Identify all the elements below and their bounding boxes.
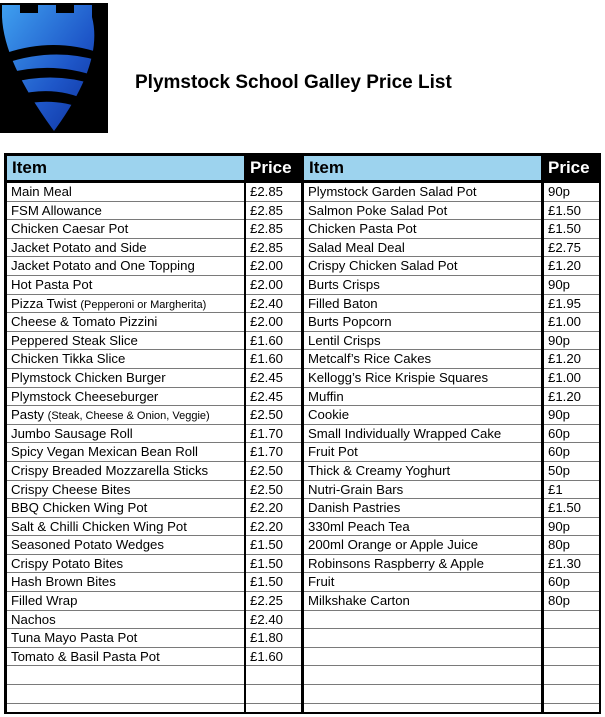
item-price: £1.70: [250, 425, 284, 441]
item-price: £2.85: [250, 221, 284, 237]
right-item-column: [304, 183, 541, 712]
item-name: Peppered Steak Slice: [11, 332, 138, 348]
item-name: FSM Allowance: [11, 202, 102, 218]
item-name: Salad Meal Deal: [308, 239, 405, 255]
item-price: £1.50: [548, 221, 582, 237]
item-price: 60p: [548, 574, 571, 590]
table-row-price: [246, 573, 301, 592]
table-row-price: [544, 369, 599, 388]
item-note: (Steak, Cheese & Onion, Veggie): [47, 410, 210, 423]
item-price: 80p: [548, 593, 571, 609]
header-item-right: Item: [304, 156, 541, 180]
table-row-price: [246, 276, 301, 295]
item-name: Small Individually Wrapped Cake: [308, 425, 502, 441]
item-price: £1.60: [250, 351, 284, 367]
table-row-price: [246, 183, 301, 202]
table-row-item: [304, 611, 541, 630]
table-row-item: [304, 685, 541, 704]
left-item-column: [7, 183, 244, 712]
table-row-price: [544, 648, 599, 667]
table-row-price: [246, 666, 301, 685]
table-row-price: [246, 592, 301, 611]
item-price: £2.45: [250, 388, 284, 404]
table-row-price: [544, 518, 599, 537]
table-row-item: [304, 555, 541, 574]
item-price: £1.60: [250, 648, 284, 664]
item-price: £1.50: [548, 202, 582, 218]
item-price: £2.00: [250, 314, 284, 330]
item-price: 90p: [548, 518, 571, 534]
item-name: Crispy Chicken Salad Pot: [308, 258, 458, 274]
table-row-item: [304, 183, 541, 202]
item-price: 90p: [548, 332, 571, 348]
item-price: £1.60: [250, 332, 284, 348]
table-row-item: [304, 592, 541, 611]
table-row-item: [7, 239, 244, 258]
table-row-price: [246, 443, 301, 462]
item-price: £1.30: [548, 555, 582, 571]
table-row-price: [544, 425, 599, 444]
table-row-item: [304, 518, 541, 537]
item-price: £1.80: [250, 630, 284, 646]
item-price: £1: [548, 481, 563, 497]
table-row-item: [7, 592, 244, 611]
item-price: 90p: [548, 276, 571, 292]
left-price-column: [246, 183, 301, 712]
item-name: Burts Crisps: [308, 276, 380, 292]
item-price: £2.75: [548, 239, 582, 255]
item-name: Nutri-Grain Bars: [308, 481, 404, 497]
item-name: Salt & Chilli Chicken Wing Pot: [11, 518, 187, 534]
table-row-item: [7, 388, 244, 407]
table-row-price: [246, 313, 301, 332]
item-name: Crispy Potato Bites: [11, 555, 124, 571]
table-row-item: [304, 332, 541, 351]
item-price: £2.85: [250, 184, 284, 199]
item-name: Lentil Crisps: [308, 332, 381, 348]
table-row-item: [304, 425, 541, 444]
table-row-price: [544, 611, 599, 630]
item-price: 60p: [548, 444, 571, 460]
table-row-item: [304, 499, 541, 518]
header-item-left: Item: [7, 156, 244, 180]
table-row-item: [7, 629, 244, 648]
table-row-price: [246, 350, 301, 369]
item-price: £2.45: [250, 369, 284, 385]
table-row-price: [544, 685, 599, 704]
table-row-price: [246, 332, 301, 351]
table-row-item: [7, 685, 244, 704]
item-name: Spicy Vegan Mexican Bean Roll: [11, 444, 198, 460]
table-row-price: [544, 276, 599, 295]
table-row-item: [7, 276, 244, 295]
table-row-item: [304, 481, 541, 500]
table-row-price: [246, 388, 301, 407]
table-row-item: [7, 183, 244, 202]
page-title: Plymstock School Galley Price List: [135, 72, 452, 93]
table-row-item: [304, 313, 541, 332]
table-row-item: [304, 388, 541, 407]
table-row-item: [304, 369, 541, 388]
item-price: 80p: [548, 537, 571, 553]
item-price: £2.00: [250, 258, 284, 274]
table-row-item: [7, 220, 244, 239]
table-row-item: [304, 648, 541, 667]
table-row-price: [246, 555, 301, 574]
table-row-price: [246, 462, 301, 481]
table-row-price: [246, 220, 301, 239]
item-name: Filled Wrap: [11, 593, 78, 609]
table-row-item: [7, 536, 244, 555]
table-row-item: [7, 611, 244, 630]
table-row-item: [304, 443, 541, 462]
table-row-item: [304, 406, 541, 425]
item-name: Kellogg’s Rice Krispie Squares: [308, 369, 489, 385]
item-price: £1.20: [548, 388, 582, 404]
table-row-item: [7, 666, 244, 685]
table-row-item: [7, 555, 244, 574]
item-price: £1.50: [250, 555, 284, 571]
table-row-item: [7, 648, 244, 667]
item-name: Jacket Potato and One Topping: [11, 258, 195, 274]
item-name: Cheese & Tomato Pizzini: [11, 314, 158, 330]
table-row-price: [544, 462, 599, 481]
item-name: 330ml Peach Tea: [308, 518, 410, 534]
table-row-item: [7, 499, 244, 518]
item-price: £2.85: [250, 239, 284, 255]
item-name: Burts Popcorn: [308, 314, 392, 330]
table-row-item: [7, 406, 244, 425]
item-name: Nachos: [11, 611, 56, 627]
table-row-price: [544, 555, 599, 574]
table-row-price: [544, 499, 599, 518]
table-row-item: [7, 257, 244, 276]
item-name: Robinsons Raspberry & Apple: [308, 555, 484, 571]
table-row-item: [7, 350, 244, 369]
header-price-left: Price: [246, 156, 301, 180]
table-row-price: [544, 220, 599, 239]
table-row-item: [7, 573, 244, 592]
item-name: Chicken Tikka Slice: [11, 351, 126, 367]
item-name: 200ml Orange or Apple Juice: [308, 537, 479, 553]
item-name: Jumbo Sausage Roll: [11, 425, 133, 441]
right-price-column: [544, 183, 599, 712]
item-name: Plymstock Garden Salad Pot: [308, 184, 477, 199]
item-price: £2.50: [250, 462, 284, 478]
table-row-price: [246, 257, 301, 276]
table-row-item: [304, 666, 541, 685]
item-price: £2.50: [250, 481, 284, 497]
table-row-item: [304, 220, 541, 239]
item-price: 60p: [548, 425, 571, 441]
table-row-price: [246, 499, 301, 518]
table-row-price: [246, 369, 301, 388]
table-row-price: [246, 611, 301, 630]
table-row-item: [304, 257, 541, 276]
item-name: Crispy Cheese Bites: [11, 481, 131, 497]
table-row-price: [544, 573, 599, 592]
table-row-item: [304, 350, 541, 369]
item-price: £2.20: [250, 518, 284, 534]
table-row-price: [246, 648, 301, 667]
table-row-price: [544, 592, 599, 611]
table-row-price: [544, 313, 599, 332]
table-row-item: [304, 239, 541, 258]
table-row-price: [544, 295, 599, 314]
table-row-price: [246, 685, 301, 704]
item-name: BBQ Chicken Wing Pot: [11, 500, 148, 516]
table-row-price: [544, 629, 599, 648]
table-row-item: [7, 202, 244, 221]
school-logo-icon: [0, 3, 108, 133]
table-row-price: [246, 518, 301, 537]
table-row-item: [7, 369, 244, 388]
item-name: Hot Pasta Pot: [11, 276, 93, 292]
table-row-price: [544, 257, 599, 276]
item-name: Fruit Pot: [308, 444, 358, 460]
table-row-item: [7, 518, 244, 537]
item-price: £2.50: [250, 407, 284, 423]
table-row-price: [544, 388, 599, 407]
item-price: 90p: [548, 184, 571, 199]
item-name: Crispy Breaded Mozzarella Sticks: [11, 462, 209, 478]
item-name: Tuna Mayo Pasta Pot: [11, 630, 138, 646]
table-row-price: [246, 406, 301, 425]
table-row-item: [7, 481, 244, 500]
table-row-price: [544, 183, 599, 202]
item-price: £1.00: [548, 369, 582, 385]
table-row-price: [544, 666, 599, 685]
table-row-price: [544, 239, 599, 258]
item-name: Chicken Pasta Pot: [308, 221, 417, 237]
item-price: £2.40: [250, 611, 284, 627]
table-row-price: [544, 406, 599, 425]
item-name: Pasty: [11, 407, 44, 423]
item-name: Plymstock Chicken Burger: [11, 369, 166, 385]
item-price: £1.20: [548, 258, 582, 274]
item-name: Main Meal: [11, 184, 72, 199]
table-row-price: [246, 629, 301, 648]
table-row-item: [304, 276, 541, 295]
table-row-price: [544, 350, 599, 369]
table-row-item: [304, 536, 541, 555]
item-name: Danish Pastries: [308, 500, 401, 516]
item-name: Muffin: [308, 388, 344, 404]
item-price: 50p: [548, 462, 571, 478]
table-row-item: [304, 573, 541, 592]
item-name: Milkshake Carton: [308, 593, 410, 609]
table-row-item: [304, 202, 541, 221]
header-price-right: Price: [544, 156, 599, 180]
table-row-item: [7, 425, 244, 444]
table-row-item: [304, 295, 541, 314]
item-name: Metcalf’s Rice Cakes: [308, 351, 432, 367]
item-name: Salmon Poke Salad Pot: [308, 202, 448, 218]
item-price: £1.50: [548, 500, 582, 516]
table-row-price: [246, 202, 301, 221]
item-price: £1.70: [250, 444, 284, 460]
table-row-price: [544, 332, 599, 351]
item-name: Thick & Creamy Yoghurt: [308, 462, 451, 478]
item-name: Hash Brown Bites: [11, 574, 116, 590]
item-price: £2.40: [250, 295, 284, 311]
item-price: £1.50: [250, 574, 284, 590]
table-row-item: [304, 462, 541, 481]
price-table: [4, 153, 601, 714]
item-name: Jacket Potato and Side: [11, 239, 147, 255]
table-row-price: [246, 239, 301, 258]
table-row-item: [7, 295, 244, 314]
table-row-price: [246, 425, 301, 444]
item-price: £1.20: [548, 351, 582, 367]
item-price: 90p: [548, 407, 571, 423]
item-name: Fruit: [308, 574, 335, 590]
item-price: £2.20: [250, 500, 284, 516]
item-price: £2.00: [250, 276, 284, 292]
item-price: £1.95: [548, 295, 582, 311]
item-name: Tomato & Basil Pasta Pot: [11, 648, 160, 664]
item-price: £1.00: [548, 314, 582, 330]
item-note: (Pepperoni or Margherita): [80, 298, 207, 311]
table-row-price: [246, 295, 301, 314]
item-price: £1.50: [250, 537, 284, 553]
table-row-item: [304, 629, 541, 648]
item-price: £2.85: [250, 202, 284, 218]
table-row-price: [544, 202, 599, 221]
table-row-price: [246, 481, 301, 500]
item-name: Cookie: [308, 407, 350, 423]
table-row-item: [7, 462, 244, 481]
table-row-item: [7, 332, 244, 351]
item-name: Filled Baton: [308, 295, 378, 311]
item-name: Chicken Caesar Pot: [11, 221, 129, 237]
item-name: Seasoned Potato Wedges: [11, 537, 164, 553]
table-row-price: [544, 536, 599, 555]
table-row-price: [544, 481, 599, 500]
item-name: Plymstock Cheeseburger: [11, 388, 159, 404]
table-row-item: [7, 313, 244, 332]
table-row-price: [544, 443, 599, 462]
table-row-price: [246, 536, 301, 555]
table-row-item: [7, 443, 244, 462]
item-name: Pizza Twist: [11, 295, 77, 311]
item-price: £2.25: [250, 593, 284, 609]
